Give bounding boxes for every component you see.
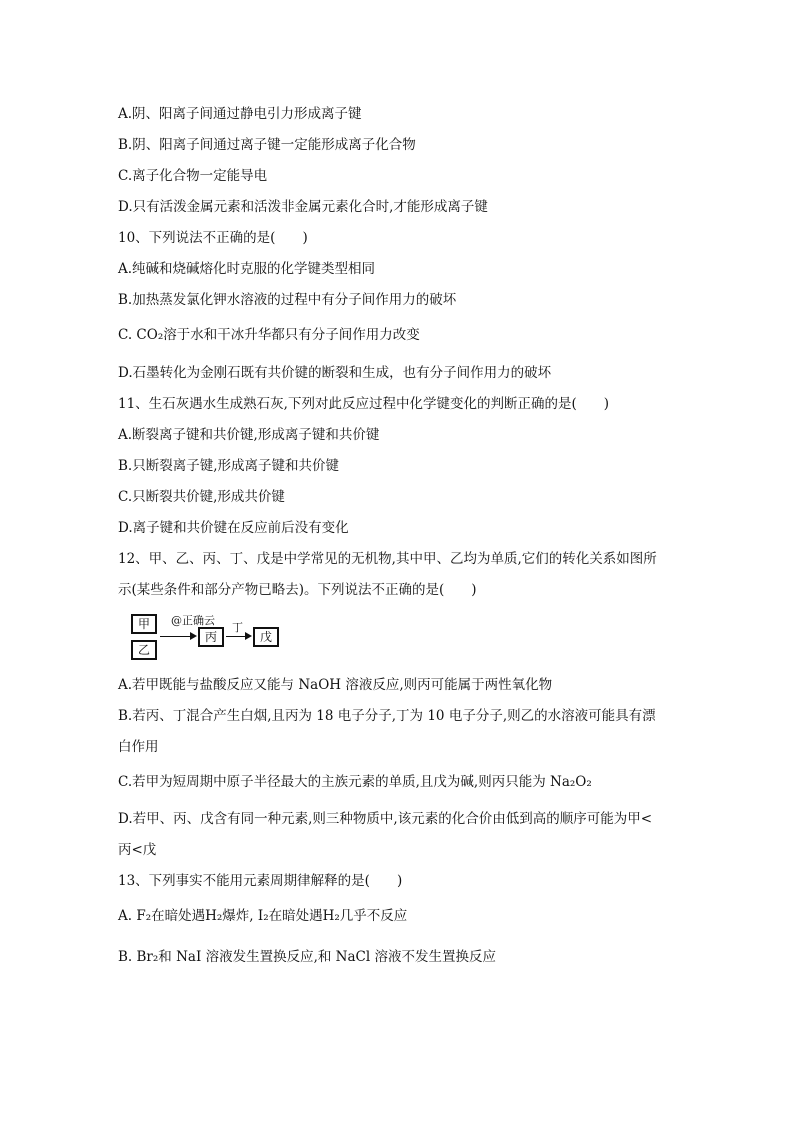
arrow-to-bing [160, 636, 190, 637]
diagram-reagent-label: 丁 [232, 621, 243, 634]
question-12-line1: 12、甲、乙、丙、丁、戊是中学常见的无机物,其中甲、乙均为单质,它们的转化关系如图所 [118, 551, 657, 567]
option-10c: C. CO₂溶于水和干冰升华都只有分子间作用力改变 [118, 327, 420, 343]
diagram-box-bing: 丙 [198, 627, 224, 647]
option-10a: A.纯碱和烧碱熔化时克服的化学键类型相同 [118, 261, 376, 277]
option-10d: D.石墨转化为金刚石既有共价键的断裂和生成，也有分子间作用力的破坏 [118, 365, 552, 381]
option-12c: C.若甲为短周期中原子半径最大的主族元素的单质,且戊为碱,则丙只能为 Na₂O₂ [118, 774, 592, 790]
option-11c: C.只断裂共价键,形成共价键 [118, 489, 285, 505]
option-13b: B. Br₂和 NaI 溶液发生置换反应,和 NaCl 溶液不发生置换反应 [118, 949, 496, 965]
diagram-box-jia: 甲 [131, 614, 157, 634]
option-12d-line2: 丙<戊 [118, 842, 157, 858]
arrow-to-bing-head [190, 632, 197, 640]
diagram-box-yi: 乙 [131, 640, 157, 660]
option-9c: C.离子化合物一定能导电 [118, 168, 268, 184]
option-13a: A. F₂在暗处遇H₂爆炸, I₂在暗处遇H₂几乎不反应 [118, 908, 408, 924]
question-10: 10、下列说法不正确的是( ) [118, 230, 308, 246]
option-12b-line2: 白作用 [118, 739, 159, 755]
option-9b: B.阴、阳离子间通过离子键一定能形成离子化合物 [118, 137, 416, 153]
option-12d-line1: D.若甲、丙、戊含有同一种元素,则三种物质中,该元素的化合价由低到高的顺序可能为甲< [118, 811, 653, 827]
option-11b: B.只断裂离子键,形成离子键和共价键 [118, 458, 340, 474]
diagram-box-wu: 戊 [253, 627, 279, 647]
arrow-to-wu [226, 636, 245, 637]
question-11: 11、生石灰遇水生成熟石灰,下列对此反应过程中化学键变化的判断正确的是( ) [118, 396, 610, 412]
question-13: 13、下列事实不能用元素周期律解释的是( ) [118, 873, 403, 889]
option-11d: D.离子键和共价键在反应前后没有变化 [118, 520, 349, 536]
option-12b-line1: B.若丙、丁混合产生白烟,且丙为 18 电子分子,丁为 10 电子分子,则乙的水溶液可能具有漂 [118, 708, 656, 724]
option-12a: A.若甲既能与盐酸反应又能与 NaOH 溶液反应,则丙可能属于两性氧化物 [118, 677, 553, 693]
option-9a: A.阴、阳离子间通过静电引力形成离子键 [118, 106, 362, 122]
option-10b: B.加热蒸发氯化钾水溶液的过程中有分子间作用力的破坏 [118, 292, 457, 308]
option-11a: A.断裂离子键和共价键,形成离子键和共价键 [118, 427, 380, 443]
question-12-line2: 示(某些条件和部分产物已略去)。下列说法不正确的是( ) [118, 582, 477, 598]
diagram-watermark: @正确云 [171, 614, 215, 627]
option-9d: D.只有活泼金属元素和活泼非金属元素化合时,才能形成离子键 [118, 199, 488, 215]
arrow-to-wu-head [245, 632, 252, 640]
